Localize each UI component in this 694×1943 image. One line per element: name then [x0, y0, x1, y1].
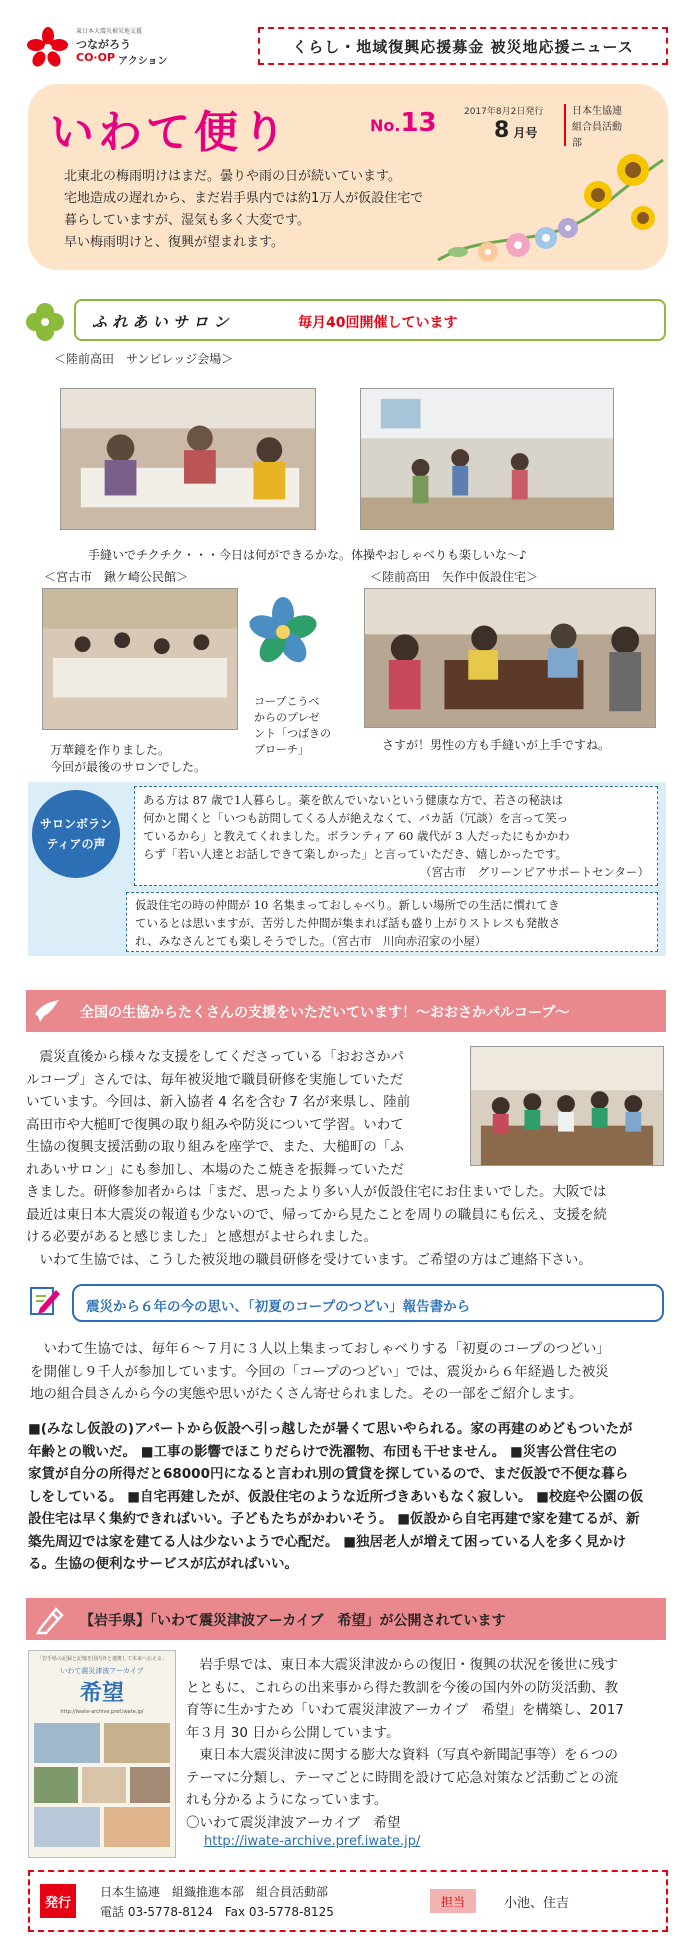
kaleidoscope-caption-line: 万華鏡を作りました。 — [50, 743, 171, 757]
photo-camellia-brooch — [244, 588, 322, 688]
tsudoi-voice-line: る。生協の便利なサービスが広がればいい。 — [28, 1556, 298, 1572]
kaleidoscope-caption — [50, 742, 206, 776]
salon-title: ふ れ あ い サ ロ ン — [92, 313, 229, 331]
tsudoi-intro — [30, 1338, 610, 1406]
voice-line: れ、みなさんとても楽しそうでした。（宮古市 川向赤沼家の小屋） — [135, 934, 487, 948]
tsudoi-voice-line: ■(みなし仮設の)アパートから仮設へ引っ越したが暑くて思いやられる。家の再建のめどもついたが — [28, 1421, 633, 1437]
news-title-box — [258, 27, 668, 65]
osaka-line: いわて生協では、こうした被災地の職員研修を受けています。ご希望の方はご連絡下さい。 — [26, 1251, 592, 1268]
photo-kaleidoscope-making — [42, 588, 238, 730]
badge-line: ティアの声 — [46, 837, 106, 851]
tsudoi-intro-line: 地の組合員さんから今の実態や思いがたくさん寄せられました。その一部をご紹介します。 — [30, 1386, 583, 1402]
voice-line: らず「若い人達とお話しできて楽しかった」と言っていただき、嬉しかったです。 — [143, 847, 568, 861]
archive-link-label: 〇いわて震災津波アーカイブ 希望 — [186, 1814, 401, 1831]
salon-caption-1: 手縫いでチクチク・・・今日は何ができるかな。体操やおしゃべりも楽しいな〜♪ — [88, 548, 527, 562]
issue-prefix: No. — [370, 116, 401, 135]
masthead — [28, 84, 668, 270]
archive-url-link[interactable]: http://iwate-archive.pref.iwate.jp/ — [204, 1834, 421, 1849]
flyer-sub-title: いわて震災津波アーカイブ — [60, 1667, 144, 1675]
photo-men-sewing — [364, 588, 656, 728]
org-small-label: 東日本大震災被災地支援 — [76, 28, 143, 35]
footer-org: 日本生協連 組織推進本部 組合員活動部 — [100, 1885, 329, 1899]
archive-section-header — [26, 1598, 666, 1640]
tsudoi-intro-line: いわて生協では、毎年６〜７月に３人以上集まっておしゃべりする「初夏のコープのつどい」 — [30, 1341, 610, 1357]
issue-number: 13 — [400, 108, 437, 138]
sunflower-morning-glory-illustration — [428, 140, 668, 270]
tsudoi-voice-line: 築先周辺では家を建てる人は少ないようで心配だ。 ■独居老人が増えて困っている人を多く見かけ — [28, 1533, 626, 1550]
brooch-caption-line: ブローチ」 — [254, 743, 309, 756]
intro-line: 宅地造成の遅れから、まだ岩手県内では約1万人が仮設住宅で — [64, 191, 424, 206]
archive-line: 岩手県では、東日本大震災津波からの復旧・復興の状況を後世に残す — [186, 1657, 618, 1673]
archive-line: 東日本大震災津波に関する膨大な資料（写真や新聞記事等）を６つの — [186, 1747, 618, 1763]
osaka-section-header — [26, 990, 666, 1032]
tsudoi-title: 震災から６年の今の思い、「初夏のコープのつどい」報告書から — [86, 1299, 471, 1315]
flyer-photo-collage — [32, 1721, 172, 1851]
news-title: くらし・地域復興応援募金 被災地応援ニュース — [292, 37, 634, 56]
memo-pencil-icon — [28, 1284, 62, 1318]
voice-line: ているから」と教えてくれました。ボランティア 60 歳代が 3 人だったにもかかわ — [143, 829, 570, 843]
flyer-url: http://iwate-archive.pref.iwate.jp/ — [60, 1709, 144, 1715]
footer-staff-label: 担当 — [430, 1889, 476, 1913]
tsudoi-intro-line: を開催し９千人が参加しています。今回の「コープのつどい」では、震災から６年経過した被災 — [30, 1363, 609, 1380]
tsudoi-voice-line: 家賃が自分の所得だと68000円になると言われ別の賃貸を探しているので、まだ仮設で不便な暮ら — [28, 1466, 629, 1482]
org-coop: CO·OP — [76, 51, 116, 64]
intro-line: 早い梅雨明けと、復興が望まれます。 — [64, 235, 284, 250]
archive-line: とともに、これらの出来事から得た教訓を今後の国内外の防災活動、教 — [186, 1679, 618, 1696]
tsudoi-voice-line: しをしている。 ■自宅再建したが、仮設住宅のような近所づきあいもなく寂しい。 ■校庭や公園の仮 — [28, 1488, 644, 1505]
men-sewing-caption: さすが！男性の方も手縫いが上手ですね。 — [382, 738, 611, 752]
salon-location-3: ＜陸前高田 矢作中仮設住宅＞ — [370, 570, 539, 584]
masthead-intro — [64, 166, 423, 254]
osaka-line: きました。研修参加者からは「まだ、思ったより多い人が仮設住宅にお住まいでした。大阪では — [26, 1184, 607, 1200]
voice-source: （宮古市 グリーンピアサポートセンター） — [420, 865, 649, 879]
masthead-title: いわて便り — [50, 107, 290, 158]
volunteer-voice-badge — [32, 790, 120, 878]
photo-osaka-group — [470, 1046, 664, 1166]
osaka-line: 高田市や大槌町で復興の取り組みや防災について学習。いわて — [26, 1116, 404, 1133]
clover-icon — [24, 301, 66, 343]
archive-line: 育等に生かすため「いわて震災津波アーカイブ 希望」を構築し、2017 — [186, 1702, 624, 1718]
salon-subtitle: 毎月40回開催しています — [298, 315, 458, 331]
footer-issue-label: 発行 — [40, 1884, 76, 1918]
archive-line: 年３月 30 日から公開しています。 — [186, 1724, 400, 1741]
month-number: 8 — [494, 118, 510, 143]
intro-line: 暮らしていますが、湿気も多く大変です。 — [64, 213, 310, 228]
salon-location-1: ＜陸前高田 サンビレッジ会場＞ — [54, 352, 234, 366]
flyer-top-text: 「岩手県の記録と記憶を国内外と連携して未来へ伝える」 — [36, 1656, 167, 1662]
intro-line: 北東北の梅雨明けはまだ。曇りや雨の日が続いています。 — [64, 169, 401, 184]
badge-line: サロンボラン — [39, 817, 112, 831]
footer-staff: 小池、住吉 — [504, 1896, 570, 1911]
osaka-line: 震災直後から様々な支援をしてくださっている「おおさかパ — [26, 1049, 404, 1065]
org-action: アクション — [118, 56, 168, 67]
osaka-line: 最近は東日本大震災の報道も少ないので、帰ってから見たことを周りの職員にも伝え、支援を続 — [26, 1206, 608, 1223]
tsudoi-voices — [28, 1418, 643, 1576]
footer-contact-block — [100, 1882, 334, 1922]
publisher-line1: 日本生協連 — [572, 106, 622, 117]
archive-line: れも分かるようになっています。 — [186, 1792, 388, 1808]
salon-header — [74, 299, 666, 341]
salon-location-2: ＜宮古市 鍬ケ崎公民館＞ — [44, 570, 189, 584]
osaka-line: ける必要があると感じました」と感想がよせられました。 — [26, 1229, 377, 1245]
brooch-caption-line: コープこうべ — [254, 695, 320, 708]
osaka-line: 生協の復興支援活動の取り組みを座学で、また、大槌町の「ふ — [26, 1139, 404, 1155]
kaleidoscope-caption-line: 今回が最後のサロンでした。 — [50, 760, 207, 774]
archive-body — [186, 1654, 624, 1834]
brooch-caption-line: ント「つばきの — [254, 727, 331, 740]
org-line1: つながろう — [76, 38, 131, 51]
issue-date: 2017年8月2日発行 — [464, 107, 544, 117]
archive-line: テーマに分類し、テーマごとに時間を設けて応急対策など活動ごとの流 — [186, 1769, 618, 1786]
publisher-line2: 組合員活動部 — [572, 122, 622, 149]
voice-line: 何かと聞くと「いつも訪問してくる人が絶えなくて、バカ話（冗談）を言って笑っ — [143, 811, 569, 825]
flyer-big-title: 希望 — [79, 1680, 124, 1706]
osaka-title: 全国の生協からたくさんの支援をいただいています！〜おおさかパルコープ〜 — [80, 1005, 570, 1021]
brooch-caption — [254, 694, 331, 758]
footer-contact: 電話 03-5778-8124 Fax 03-5778-8125 — [100, 1905, 334, 1919]
osaka-line: いています。今回は、新入協者 4 名を含む 7 名が来県し、陸前 — [26, 1094, 411, 1110]
photo-exercise-session — [360, 388, 614, 530]
coop-flower-icon — [26, 26, 70, 70]
volunteer-voice-box-1 — [134, 786, 658, 886]
archive-flyer — [28, 1650, 176, 1858]
footer-box — [28, 1870, 668, 1932]
archive-title: 【岩手県】「いわて震災津波アーカイブ 希望」が公開されています — [80, 1613, 506, 1629]
month-suffix: 月号 — [513, 126, 538, 140]
volunteer-voice-panel — [28, 782, 666, 956]
dove-icon — [32, 996, 62, 1026]
tsudoi-voice-line: 設住宅は早く集約できればいい。子どもたちがかわいそう。 ■仮設から自宅再建で家を建てるが、新 — [28, 1511, 640, 1527]
photo-sewing-session — [60, 388, 316, 530]
tsudoi-header — [72, 1284, 664, 1322]
osaka-line: ルコープ」さんでは、毎年被災地で職員研修を実施していただ — [26, 1071, 404, 1088]
volunteer-voice-box-2 — [126, 892, 658, 952]
pencil-icon — [34, 1603, 66, 1635]
voice-line: 仮設住宅の時の仲間が 10 名集まっておしゃべり。新しい場所での生活に慣れてき — [135, 898, 560, 912]
tsudoi-voice-line: 年齢との戦いだ。 ■工事の影響でほこりだらけで洗濯物、布団も干せません。 ■災害公営住宅の — [28, 1443, 618, 1460]
brooch-caption-line: からのプレゼ — [254, 711, 320, 724]
voice-line: ある方は 87 歳で1人暮らし。薬を飲んでいないという健康な方で、若さの秘訣は — [143, 793, 564, 807]
coop-logo — [26, 24, 186, 72]
osaka-line: れあいサロン」にも参加し、本場のたこ焼きを振舞っていただ — [26, 1161, 404, 1178]
voice-line: ているとは思いますが、苦労した仲間が集まれば話も盛り上がりストレスも発散さ — [135, 916, 561, 930]
